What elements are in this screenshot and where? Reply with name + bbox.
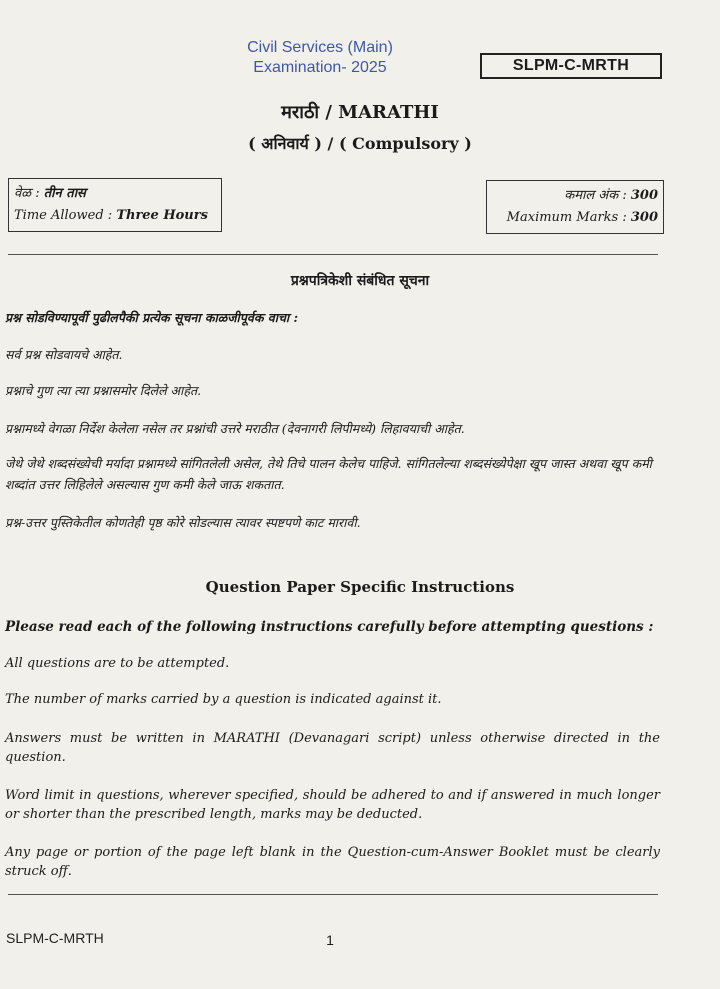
marathi-instructions-lead: प्रश्न सोडविण्यापूर्वी पुढीलपैकी प्रत्येक सूचना काळजीपूर्वक वाचा : [5, 310, 299, 325]
english-instruction-item: Word limit in questions, wherever specified, should be adhered to and if answered in much longer or shorter than the prescribed length, marks may be deducted. [5, 788, 660, 822]
time-english-label: Time Allowed : [14, 208, 113, 223]
subject-title: मराठी / MARATHI [281, 102, 439, 123]
time-marathi-value: तीन तास [43, 186, 86, 201]
english-instruction-item: Answers must be written in MARATHI (Devanagari script) unless otherwise directed in the question. [5, 731, 660, 765]
exam-title-line1: Civil Services (Main) [247, 39, 393, 56]
marks-english-label: Maximum Marks : [506, 210, 627, 225]
marks-english [492, 207, 658, 229]
english-instruction-item: All questions are to be attempted. [5, 656, 230, 671]
marks-marathi-value: 300 [630, 188, 658, 203]
marathi-instruction-item: प्रश्न-उत्तर पुस्तिकेतील कोणतेही पृष्ठ कोरे सोडल्यास त्यावर स्पष्टपणे काट मारावी. [5, 515, 361, 530]
marks-english-value: 300 [630, 210, 658, 225]
divider-bottom [8, 894, 658, 895]
marks-marathi-label: कमाल अंक : [564, 188, 627, 203]
subject-subtitle: ( अनिवार्य ) / ( Compulsory ) [248, 134, 472, 153]
exam-title-line2: Examination- 2025 [253, 59, 387, 76]
marks-marathi [492, 185, 658, 207]
page-number: 1 [326, 932, 334, 948]
time-marathi-label: वेळ : [14, 186, 40, 201]
time-english [14, 205, 216, 227]
maximum-marks-box [486, 180, 664, 234]
marathi-instructions-heading: प्रश्नपत्रिकेशी संबंधित सूचना [290, 273, 430, 289]
marathi-instruction-item: जेथे जेथे शब्दसंख्येची मर्यादा प्रश्नामध्ये सांगितलेली असेल, तेथे तिचे पालन केलेच पाहिजे. सांगितलेल्या शब्दसंख्येपेक्षा खूप जास्त अथवा खूप कमी शब्दांत उत्तर लिहिलेले असल्यास गुण कमी केले जाऊ शकतात. [5, 456, 652, 492]
english-instruction-item: Any page or portion of the page left blank in the Question-cum-Answer Booklet must be clearly struck off. [5, 845, 660, 879]
time-english-value: Three Hours [116, 208, 208, 223]
paper-code-box: SLPM-C-MRTH [480, 53, 662, 79]
exam-title [180, 38, 460, 78]
time-marathi [14, 183, 216, 205]
english-instruction-item: The number of marks carried by a question is indicated against it. [5, 692, 442, 707]
marathi-instruction-item: सर्व प्रश्न सोडवायचे आहेत. [5, 347, 123, 362]
marathi-instruction-item: प्रश्नामध्ये वेगळा निर्देश केलेला नसेल तर प्रश्नांची उत्तरे मराठीत (देवनागरी लिपीमध्ये) लिहावयाची आहेत. [5, 421, 465, 436]
english-instructions-lead: Please read each of the following instructions carefully before attempting questions : [5, 619, 654, 635]
marathi-instruction-item: प्रश्नाचे गुण त्या त्या प्रश्नासमोर दिलेले आहेत. [5, 383, 202, 398]
time-allowed-box [8, 178, 222, 232]
divider-top [8, 254, 658, 255]
footer-paper-code: SLPM-C-MRTH [6, 930, 104, 946]
english-instructions-heading: Question Paper Specific Instructions [205, 578, 515, 596]
